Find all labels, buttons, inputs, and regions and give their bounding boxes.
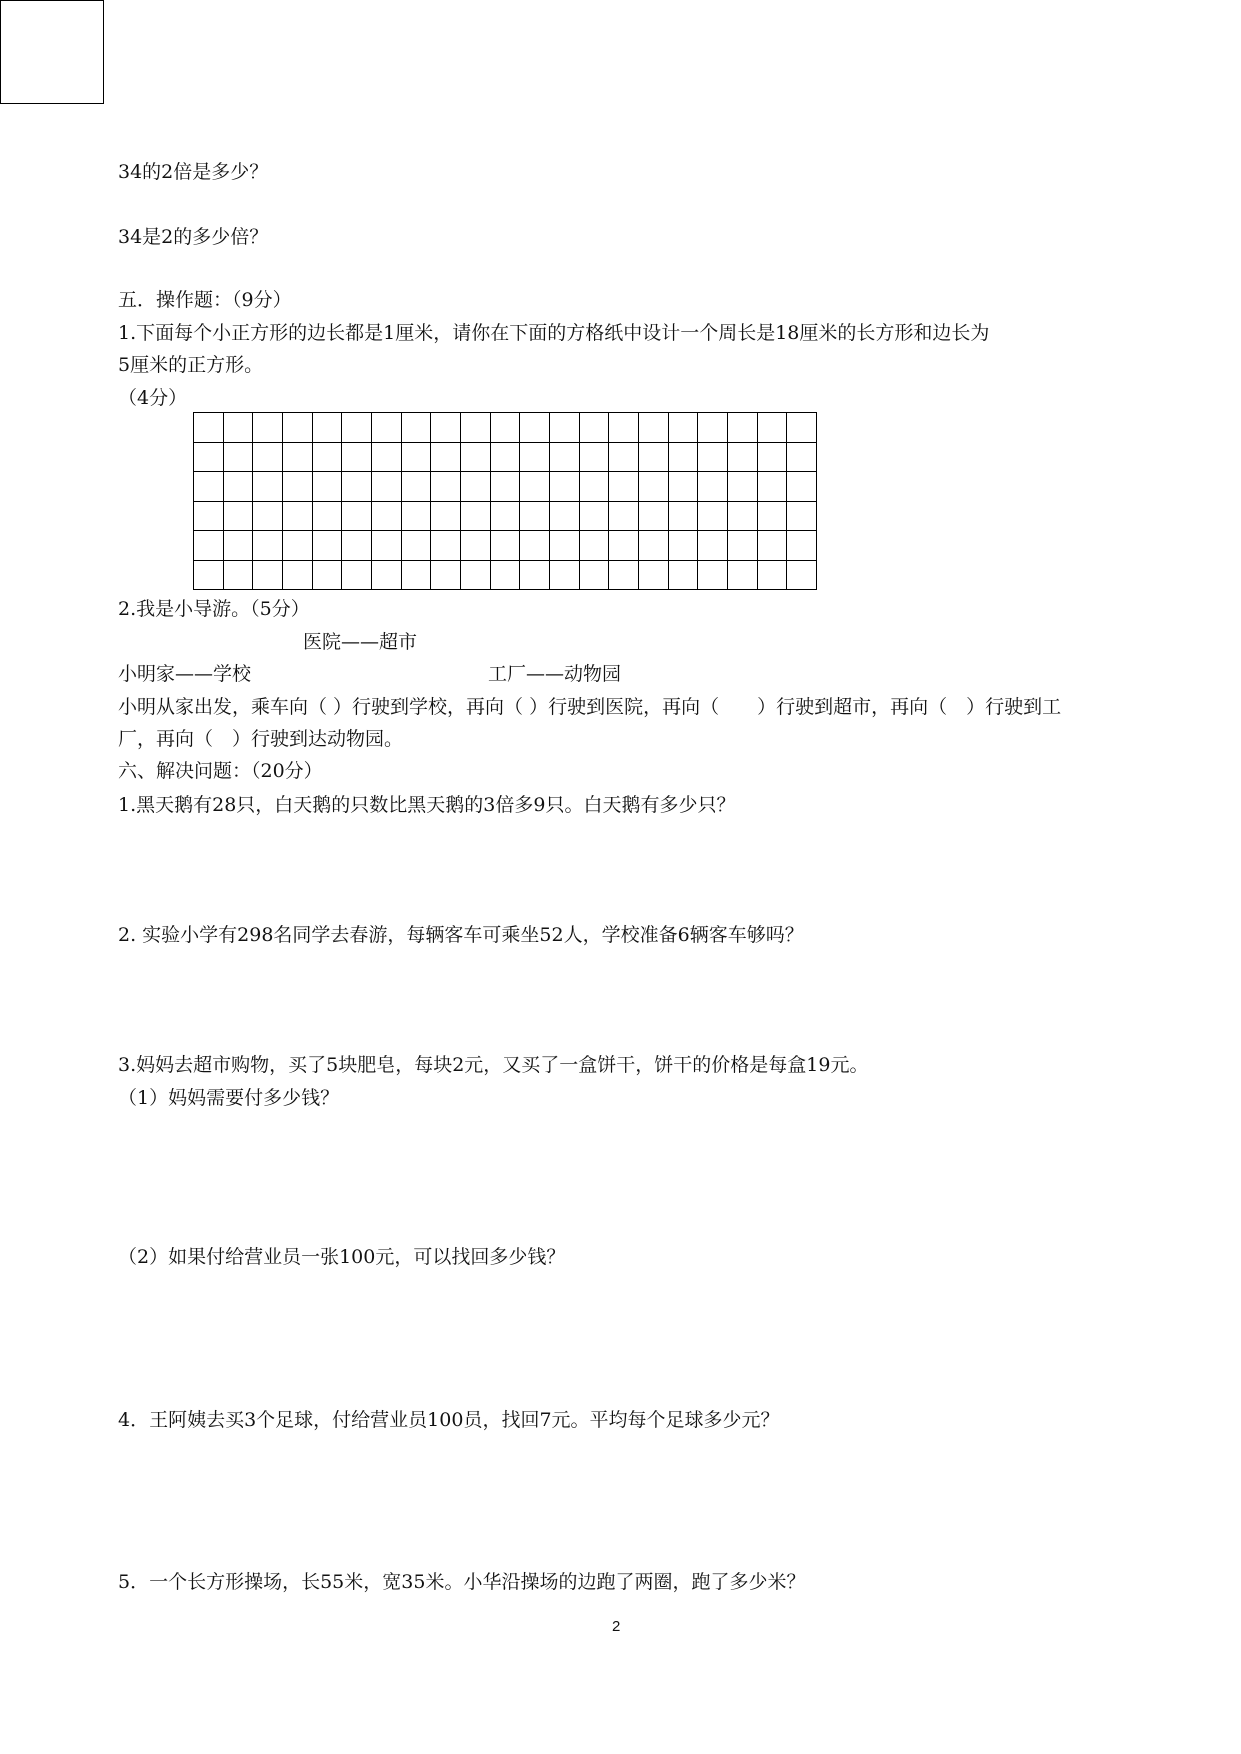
grid-cell xyxy=(758,561,788,591)
grid-cell xyxy=(224,443,254,473)
grid-cell xyxy=(224,502,254,532)
grid-cell xyxy=(787,531,817,561)
grid-cell xyxy=(698,531,728,561)
grid-cell xyxy=(520,413,550,443)
grid-cell xyxy=(431,472,461,502)
grid-cell xyxy=(639,413,669,443)
grid-cell xyxy=(520,561,550,591)
grid-cell xyxy=(491,472,521,502)
grid-cell xyxy=(283,443,313,473)
problem-3-part1: （1）妈妈需要付多少钱？ xyxy=(118,1087,340,1109)
grid-cell xyxy=(550,561,580,591)
grid-cell xyxy=(461,413,491,443)
grid-cell xyxy=(194,472,224,502)
grid-cell xyxy=(550,531,580,561)
section5-q1-score: （4分） xyxy=(118,387,188,409)
section6-heading: 六、解决问题：（20分） xyxy=(118,760,323,782)
grid-cell xyxy=(580,531,610,561)
grid-cell xyxy=(431,561,461,591)
grid-cell xyxy=(580,472,610,502)
problem-4: 4．王阿姨去买3个足球，付给营业员100员，找回7元。平均每个足球多少元？ xyxy=(118,1409,780,1431)
grid-cell xyxy=(728,531,758,561)
grid-cell xyxy=(224,561,254,591)
grid-cell xyxy=(224,472,254,502)
grid-cell xyxy=(758,413,788,443)
grid-cell xyxy=(194,502,224,532)
grid-cell xyxy=(639,561,669,591)
grid-cell xyxy=(283,472,313,502)
grid-cell xyxy=(224,413,254,443)
grid-cell xyxy=(580,413,610,443)
grid-cell xyxy=(313,502,343,532)
grid-cell xyxy=(609,413,639,443)
grid-cell xyxy=(698,413,728,443)
grid-cell xyxy=(550,502,580,532)
grid-cell xyxy=(283,502,313,532)
grid-cell xyxy=(787,443,817,473)
grid-cell xyxy=(372,472,402,502)
grid-cell xyxy=(609,472,639,502)
grid-cell xyxy=(787,502,817,532)
problem-3-part2: （2）如果付给营业员一张100元，可以找回多少钱？ xyxy=(118,1246,566,1268)
grid-cell xyxy=(342,472,372,502)
question-times: 34是2的多少倍？ xyxy=(118,226,269,248)
grid-cell xyxy=(431,502,461,532)
grid-cell xyxy=(580,502,610,532)
grid-cell xyxy=(194,443,224,473)
grid-cell xyxy=(372,561,402,591)
grid-cell xyxy=(580,561,610,591)
problem-2: 2. 实验小学有298名同学去春游，每辆客车可乘坐52人，学校准备6辆客车够吗？ xyxy=(118,924,804,946)
grid-cell xyxy=(639,472,669,502)
grid-cell xyxy=(313,561,343,591)
section5-q2-title: 2.我是小导游。（5分） xyxy=(118,598,310,620)
grid-cell xyxy=(461,443,491,473)
grid-cell xyxy=(758,531,788,561)
grid-cell xyxy=(758,472,788,502)
grid-cell xyxy=(461,502,491,532)
grid-cell xyxy=(609,561,639,591)
grid-cell xyxy=(461,531,491,561)
grid-cell xyxy=(372,413,402,443)
grid-cell xyxy=(491,561,521,591)
grid-cell xyxy=(283,561,313,591)
grid-cell xyxy=(431,531,461,561)
grid-cell xyxy=(313,443,343,473)
section5-q2-line1: 小明从家出发，乘车向（ ）行驶到学校，再向（ ）行驶到医院，再向（ ）行驶到超市，再向（ ）行驶到工 xyxy=(118,696,1062,718)
grid-cell xyxy=(372,443,402,473)
grid-cell xyxy=(194,561,224,591)
grid-cell xyxy=(313,413,343,443)
grid-cell xyxy=(402,443,432,473)
grid-cell xyxy=(491,443,521,473)
grid-cell xyxy=(402,472,432,502)
page-number: 2 xyxy=(612,1618,621,1635)
question-double: 34的2倍是多少？ xyxy=(118,161,269,183)
grid-cell xyxy=(669,531,699,561)
grid-cell xyxy=(253,472,283,502)
section5-q2-line2: 厂，再向（ ）行驶到达动物园。 xyxy=(118,728,404,750)
grid-cell xyxy=(520,443,550,473)
grid-cell xyxy=(550,472,580,502)
grid-cell xyxy=(787,472,817,502)
grid-cell xyxy=(194,413,224,443)
grid-cell xyxy=(728,561,758,591)
problem-1: 1.黑天鹅有28只，白天鹅的只数比黑天鹅的3倍多9只。白天鹅有多少只？ xyxy=(118,794,736,816)
grid-cell xyxy=(609,502,639,532)
grid-cell xyxy=(491,502,521,532)
grid-cell xyxy=(372,531,402,561)
route-home-school: 小明家——学校 xyxy=(118,663,252,685)
grid-cell xyxy=(669,502,699,532)
grid-cell xyxy=(372,502,402,532)
grid-cell xyxy=(283,413,313,443)
grid-cell xyxy=(431,443,461,473)
grid-cell xyxy=(787,561,817,591)
grid-cell xyxy=(669,413,699,443)
grid-cell xyxy=(402,561,432,591)
grid-cell xyxy=(728,413,758,443)
grid-cell xyxy=(520,502,550,532)
grid-cell xyxy=(491,531,521,561)
grid-cell xyxy=(639,443,669,473)
grid-cell xyxy=(224,531,254,561)
section5-q1-line2: 5厘米的正方形。 xyxy=(118,354,264,376)
grid-cell xyxy=(669,561,699,591)
grid-cell xyxy=(728,443,758,473)
grid-cell xyxy=(698,561,728,591)
grid-cell xyxy=(580,443,610,473)
section5-q1-line1: 1.下面每个小正方形的边长都是1厘米，请你在下面的方格纸中设计一个周长是18厘米的长方形和边长为 xyxy=(118,322,990,344)
route-factory-zoo: 工厂——动物园 xyxy=(488,663,622,685)
grid-cell xyxy=(520,531,550,561)
grid-cell xyxy=(550,443,580,473)
grid-cell xyxy=(609,443,639,473)
grid-cell xyxy=(550,413,580,443)
grid-cell xyxy=(491,413,521,443)
grid-cell xyxy=(728,502,758,532)
grid-cell xyxy=(639,531,669,561)
grid-cell xyxy=(253,531,283,561)
grid-cell xyxy=(402,531,432,561)
grid-cell xyxy=(728,472,758,502)
grid-cell xyxy=(639,502,669,532)
grid-cell xyxy=(669,472,699,502)
grid-cell xyxy=(342,531,372,561)
grid-cell xyxy=(698,472,728,502)
grid-cell xyxy=(253,561,283,591)
grid-cell xyxy=(253,413,283,443)
route-hospital-supermarket: 医院——超市 xyxy=(303,631,418,653)
grid-cell xyxy=(758,443,788,473)
grid-cell xyxy=(342,443,372,473)
grid-cell xyxy=(342,502,372,532)
grid-cell xyxy=(758,502,788,532)
grid-cell xyxy=(520,472,550,502)
section5-heading: 五．操作题：（9分） xyxy=(118,289,292,311)
grid-cell xyxy=(253,502,283,532)
grid-cell xyxy=(283,531,313,561)
grid-cell xyxy=(669,443,699,473)
grid-cell xyxy=(313,531,343,561)
problem-5: 5．一个长方形操场，长55米，宽35米。小华沿操场的边跑了两圈，跑了多少米？ xyxy=(118,1571,806,1593)
grid-cell xyxy=(698,502,728,532)
grid-cell xyxy=(313,472,343,502)
grid-cell xyxy=(461,561,491,591)
problem-3: 3.妈妈去超市购物，买了5块肥皂，每块2元，又买了一盒饼干，饼干的价格是每盒19元。 xyxy=(118,1054,869,1076)
grid-cell xyxy=(342,413,372,443)
grid-cell xyxy=(609,531,639,561)
grid-cell xyxy=(194,531,224,561)
grid-cell xyxy=(402,502,432,532)
grid-cell xyxy=(461,472,491,502)
grid-cell xyxy=(787,413,817,443)
grid-cell xyxy=(342,561,372,591)
grid-cell xyxy=(253,443,283,473)
corner-score-box xyxy=(0,0,104,104)
grid-cell xyxy=(402,413,432,443)
grid-cell xyxy=(431,413,461,443)
square-grid-paper xyxy=(193,412,817,590)
grid-cell xyxy=(698,443,728,473)
